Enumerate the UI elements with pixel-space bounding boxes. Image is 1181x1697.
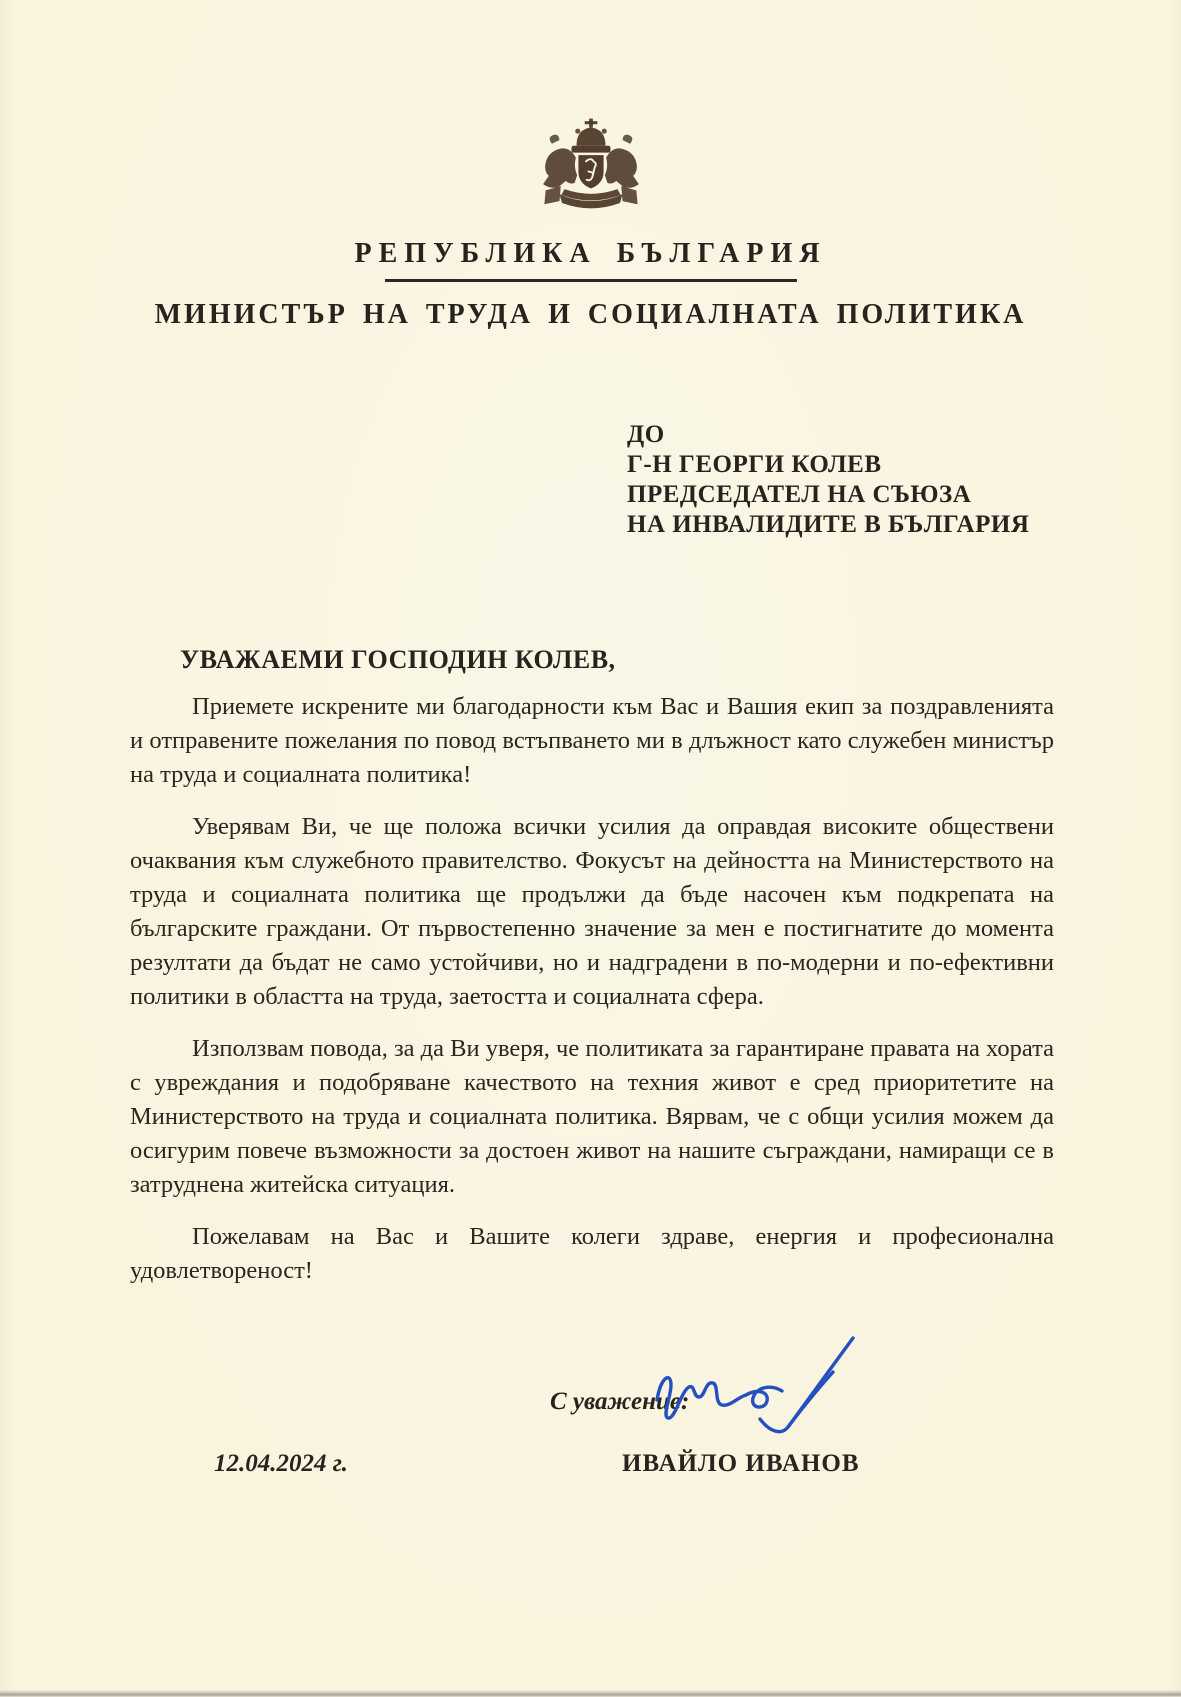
letterhead [0, 104, 1181, 331]
paragraph: Приемете искрените ми благодарности към Вас и Вашия екип за поздравленията и отправените пожелания по повод встъпването ми в длъжност като служебен министър на труда и социалната политика! [130, 693, 1054, 788]
recipient-line-title-2: НА ИНВАЛИДИТЕ В БЪЛГАРИЯ [627, 511, 1030, 538]
signer-name: ИВАЙЛО ИВАНОВ [622, 1450, 860, 1477]
ministry-title: МИНИСТЪР НА ТРУДА И СОЦИАЛНАТА ПОЛИТИКА [154, 299, 1027, 330]
handwritten-signature-icon [645, 1330, 865, 1445]
date: 12.04.2024 г. [214, 1450, 348, 1477]
recipient-block [627, 420, 1029, 540]
title-underline-divider [385, 279, 797, 282]
recipient-line-to: ДО [627, 421, 665, 448]
paragraph: Уверявам Ви, че ще положа всички усилия да оправдая високите обществени очаквания към служебното правителство. Фокусът на дейността на Министерството на труда и социалната политика ще продължи да бъде насочен към подкрепата на българските граждани. От първостепенно значение за мен е постигнатите до момента резултати да бъдат не само устойчиви, но и надградени в по-модерни и по-ефективни политики в областта на труда, заетостта и социалната сфера. [130, 813, 1054, 1010]
recipient-line-name: Г-Н ГЕОРГИ КОЛЕВ [627, 451, 882, 478]
recipient-line-title-1: ПРЕДСЕДАТЕЛ НА СЪЮЗА [627, 481, 972, 508]
paragraph: Използвам повода, за да Ви уверя, че политиката за гарантиране правата на хората с увреждания и подобряване качеството на техния живот е сред приоритетите на Министерството на труда и социалната политика. Вярвам, че с общи усилия можем да осигурим повече възможности за достоен живот на нашите съграждани, намиращи се в затруднена житейска ситуация. [130, 1035, 1054, 1198]
salutation: УВАЖАЕМИ ГОСПОДИН КОЛЕВ, [180, 645, 616, 674]
republic-title: РЕПУБЛИКА БЪЛГАРИЯ [354, 238, 827, 269]
letter-body [130, 690, 1054, 1306]
bulgaria-coat-of-arms-icon [528, 104, 654, 234]
scan-edge-artifact [0, 1690, 1181, 1697]
paragraph: Пожелавам на Вас и Вашите колеги здраве, енергия и професионална удовлетвореност! [130, 1223, 1054, 1284]
valediction: С уважение: [550, 1388, 690, 1415]
